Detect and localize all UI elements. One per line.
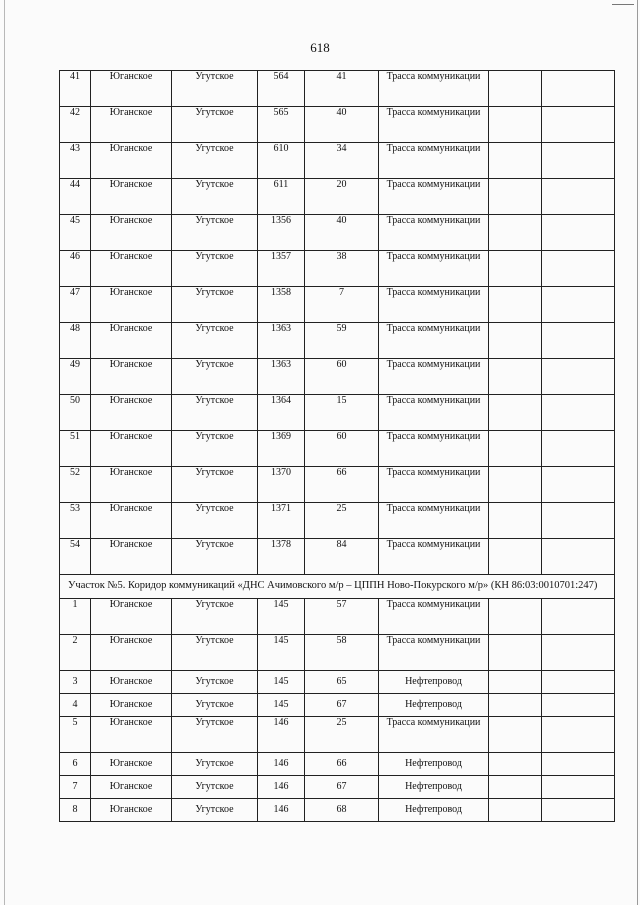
kvartal-cell: 145 [258, 694, 305, 717]
vydel-cell: 20 [305, 179, 379, 215]
empty-cell [542, 776, 615, 799]
kvartal-cell: 146 [258, 776, 305, 799]
empty-cell [542, 671, 615, 694]
table-row [60, 395, 615, 431]
vydel-cell: 34 [305, 143, 379, 179]
table-row [60, 179, 615, 215]
vydel-cell: 40 [305, 107, 379, 143]
region-cell: Юганское [91, 776, 172, 799]
kvartal-cell: 1356 [258, 215, 305, 251]
village-cell: Угутское [172, 599, 258, 635]
empty-cell [542, 635, 615, 671]
use-cell: Трасса коммуникации [379, 143, 489, 179]
vydel-cell: 57 [305, 599, 379, 635]
row-number-cell: 1 [60, 599, 91, 635]
row-number-cell: 53 [60, 503, 91, 539]
empty-cell [489, 503, 542, 539]
table-row [60, 251, 615, 287]
table-row [60, 467, 615, 503]
village-cell: Угутское [172, 671, 258, 694]
empty-cell [542, 251, 615, 287]
use-cell: Нефтепровод [379, 776, 489, 799]
row-number-cell: 44 [60, 179, 91, 215]
empty-cell [489, 215, 542, 251]
region-cell: Юганское [91, 671, 172, 694]
kvartal-cell: 1364 [258, 395, 305, 431]
kvartal-cell: 146 [258, 753, 305, 776]
use-cell: Нефтепровод [379, 753, 489, 776]
empty-cell [542, 694, 615, 717]
row-number-cell: 4 [60, 694, 91, 717]
kvartal-cell: 145 [258, 599, 305, 635]
region-cell: Юганское [91, 359, 172, 395]
row-number-cell: 41 [60, 71, 91, 107]
row-number-cell: 2 [60, 635, 91, 671]
vydel-cell: 67 [305, 694, 379, 717]
kvartal-cell: 146 [258, 799, 305, 822]
empty-cell [542, 107, 615, 143]
empty-cell [489, 251, 542, 287]
table-row [60, 503, 615, 539]
row-number-cell: 43 [60, 143, 91, 179]
empty-cell [542, 71, 615, 107]
region-cell: Юганское [91, 287, 172, 323]
forest-plots-table [59, 70, 615, 822]
kvartal-cell: 1363 [258, 323, 305, 359]
vydel-cell: 25 [305, 503, 379, 539]
kvartal-cell: 1363 [258, 359, 305, 395]
village-cell: Угутское [172, 287, 258, 323]
empty-cell [489, 287, 542, 323]
region-cell: Юганское [91, 717, 172, 753]
village-cell: Угутское [172, 776, 258, 799]
empty-cell [542, 179, 615, 215]
vydel-cell: 41 [305, 71, 379, 107]
use-cell: Трасса коммуникации [379, 599, 489, 635]
kvartal-cell: 565 [258, 107, 305, 143]
kvartal-cell: 1370 [258, 467, 305, 503]
row-number-cell: 5 [60, 717, 91, 753]
village-cell: Угутское [172, 431, 258, 467]
empty-cell [489, 431, 542, 467]
table-row [60, 753, 615, 776]
row-number-cell: 51 [60, 431, 91, 467]
kvartal-cell: 145 [258, 635, 305, 671]
village-cell: Угутское [172, 635, 258, 671]
table-row [60, 635, 615, 671]
kvartal-cell: 1371 [258, 503, 305, 539]
empty-cell [489, 799, 542, 822]
row-number-cell: 6 [60, 753, 91, 776]
vydel-cell: 60 [305, 359, 379, 395]
empty-cell [542, 717, 615, 753]
empty-cell [542, 215, 615, 251]
empty-cell [489, 323, 542, 359]
empty-cell [542, 287, 615, 323]
kvartal-cell: 1357 [258, 251, 305, 287]
region-cell: Юганское [91, 143, 172, 179]
use-cell: Трасса коммуникации [379, 431, 489, 467]
table-row [60, 359, 615, 395]
section-heading-row [60, 575, 615, 599]
use-cell: Трасса коммуникации [379, 503, 489, 539]
village-cell: Угутское [172, 395, 258, 431]
region-cell: Юганское [91, 323, 172, 359]
kvartal-cell: 610 [258, 143, 305, 179]
empty-cell [489, 671, 542, 694]
village-cell: Угутское [172, 251, 258, 287]
use-cell: Трасса коммуникации [379, 251, 489, 287]
kvartal-cell: 1358 [258, 287, 305, 323]
empty-cell [489, 359, 542, 395]
vydel-cell: 68 [305, 799, 379, 822]
region-cell: Юганское [91, 467, 172, 503]
section-row-group [60, 575, 615, 599]
table-row [60, 215, 615, 251]
table-row [60, 717, 615, 753]
empty-cell [542, 753, 615, 776]
village-cell: Угутское [172, 143, 258, 179]
empty-cell [489, 776, 542, 799]
vydel-cell: 7 [305, 287, 379, 323]
use-cell: Трасса коммуникации [379, 107, 489, 143]
vydel-cell: 38 [305, 251, 379, 287]
village-cell: Угутское [172, 503, 258, 539]
table-row [60, 539, 615, 575]
table-row [60, 776, 615, 799]
table-body-bottom [60, 599, 615, 822]
use-cell: Нефтепровод [379, 671, 489, 694]
village-cell: Угутское [172, 359, 258, 395]
use-cell: Трасса коммуникации [379, 179, 489, 215]
village-cell: Угутское [172, 717, 258, 753]
kvartal-cell: 564 [258, 71, 305, 107]
empty-cell [489, 467, 542, 503]
empty-cell [542, 143, 615, 179]
use-cell: Трасса коммуникации [379, 395, 489, 431]
use-cell: Трасса коммуникации [379, 215, 489, 251]
region-cell: Юганское [91, 539, 172, 575]
village-cell: Угутское [172, 694, 258, 717]
region-cell: Юганское [91, 635, 172, 671]
village-cell: Угутское [172, 215, 258, 251]
use-cell: Трасса коммуникации [379, 359, 489, 395]
empty-cell [542, 395, 615, 431]
table-row [60, 599, 615, 635]
section-heading: Участок №5. Коридор коммуникаций «ДНС Ачимовского м/р – ЦППН Ново-Покурского м/р» (КН 86:03:0010701:247) [60, 575, 615, 599]
region-cell: Юганское [91, 503, 172, 539]
scan-corner-mark [612, 4, 634, 11]
table-row [60, 287, 615, 323]
vydel-cell: 15 [305, 395, 379, 431]
empty-cell [489, 635, 542, 671]
row-number-cell: 45 [60, 215, 91, 251]
scan-left-edge [4, 0, 5, 905]
row-number-cell: 47 [60, 287, 91, 323]
region-cell: Юганское [91, 799, 172, 822]
table-row [60, 671, 615, 694]
region-cell: Юганское [91, 599, 172, 635]
village-cell: Угутское [172, 107, 258, 143]
row-number-cell: 49 [60, 359, 91, 395]
empty-cell [489, 717, 542, 753]
table-row [60, 323, 615, 359]
region-cell: Юганское [91, 71, 172, 107]
vydel-cell: 40 [305, 215, 379, 251]
kvartal-cell: 1369 [258, 431, 305, 467]
empty-cell [542, 799, 615, 822]
empty-cell [542, 431, 615, 467]
empty-cell [489, 694, 542, 717]
vydel-cell: 66 [305, 753, 379, 776]
use-cell: Трасса коммуникации [379, 71, 489, 107]
region-cell: Юганское [91, 753, 172, 776]
use-cell: Трасса коммуникации [379, 323, 489, 359]
row-number-cell: 52 [60, 467, 91, 503]
village-cell: Угутское [172, 179, 258, 215]
use-cell: Трасса коммуникации [379, 287, 489, 323]
region-cell: Юганское [91, 215, 172, 251]
village-cell: Угутское [172, 467, 258, 503]
row-number-cell: 46 [60, 251, 91, 287]
village-cell: Угутское [172, 539, 258, 575]
empty-cell [542, 467, 615, 503]
table-row [60, 431, 615, 467]
vydel-cell: 67 [305, 776, 379, 799]
use-cell: Трасса коммуникации [379, 467, 489, 503]
village-cell: Угутское [172, 753, 258, 776]
empty-cell [542, 539, 615, 575]
village-cell: Угутское [172, 799, 258, 822]
use-cell: Нефтепровод [379, 694, 489, 717]
region-cell: Юганское [91, 251, 172, 287]
scan-right-edge [637, 0, 638, 905]
vydel-cell: 58 [305, 635, 379, 671]
empty-cell [489, 107, 542, 143]
empty-cell [489, 395, 542, 431]
use-cell: Трасса коммуникации [379, 717, 489, 753]
region-cell: Юганское [91, 431, 172, 467]
row-number-cell: 50 [60, 395, 91, 431]
row-number-cell: 8 [60, 799, 91, 822]
empty-cell [542, 599, 615, 635]
table-row [60, 71, 615, 107]
empty-cell [489, 753, 542, 776]
kvartal-cell: 145 [258, 671, 305, 694]
page-number: 618 [310, 40, 330, 55]
vydel-cell: 59 [305, 323, 379, 359]
table-body-top [60, 71, 615, 575]
empty-cell [542, 503, 615, 539]
row-number-cell: 54 [60, 539, 91, 575]
table-row [60, 143, 615, 179]
village-cell: Угутское [172, 323, 258, 359]
empty-cell [489, 71, 542, 107]
table-row [60, 694, 615, 717]
region-cell: Юганское [91, 395, 172, 431]
vydel-cell: 65 [305, 671, 379, 694]
village-cell: Угутское [172, 71, 258, 107]
use-cell: Нефтепровод [379, 799, 489, 822]
empty-cell [542, 323, 615, 359]
use-cell: Трасса коммуникации [379, 539, 489, 575]
empty-cell [489, 539, 542, 575]
kvartal-cell: 1378 [258, 539, 305, 575]
row-number-cell: 42 [60, 107, 91, 143]
empty-cell [489, 599, 542, 635]
table-row [60, 107, 615, 143]
use-cell: Трасса коммуникации [379, 635, 489, 671]
region-cell: Юганское [91, 107, 172, 143]
empty-cell [489, 179, 542, 215]
vydel-cell: 66 [305, 467, 379, 503]
row-number-cell: 48 [60, 323, 91, 359]
region-cell: Юганское [91, 179, 172, 215]
vydel-cell: 60 [305, 431, 379, 467]
empty-cell [489, 143, 542, 179]
kvartal-cell: 611 [258, 179, 305, 215]
vydel-cell: 25 [305, 717, 379, 753]
empty-cell [542, 359, 615, 395]
row-number-cell: 7 [60, 776, 91, 799]
region-cell: Юганское [91, 694, 172, 717]
table-row [60, 799, 615, 822]
vydel-cell: 84 [305, 539, 379, 575]
row-number-cell: 3 [60, 671, 91, 694]
kvartal-cell: 146 [258, 717, 305, 753]
